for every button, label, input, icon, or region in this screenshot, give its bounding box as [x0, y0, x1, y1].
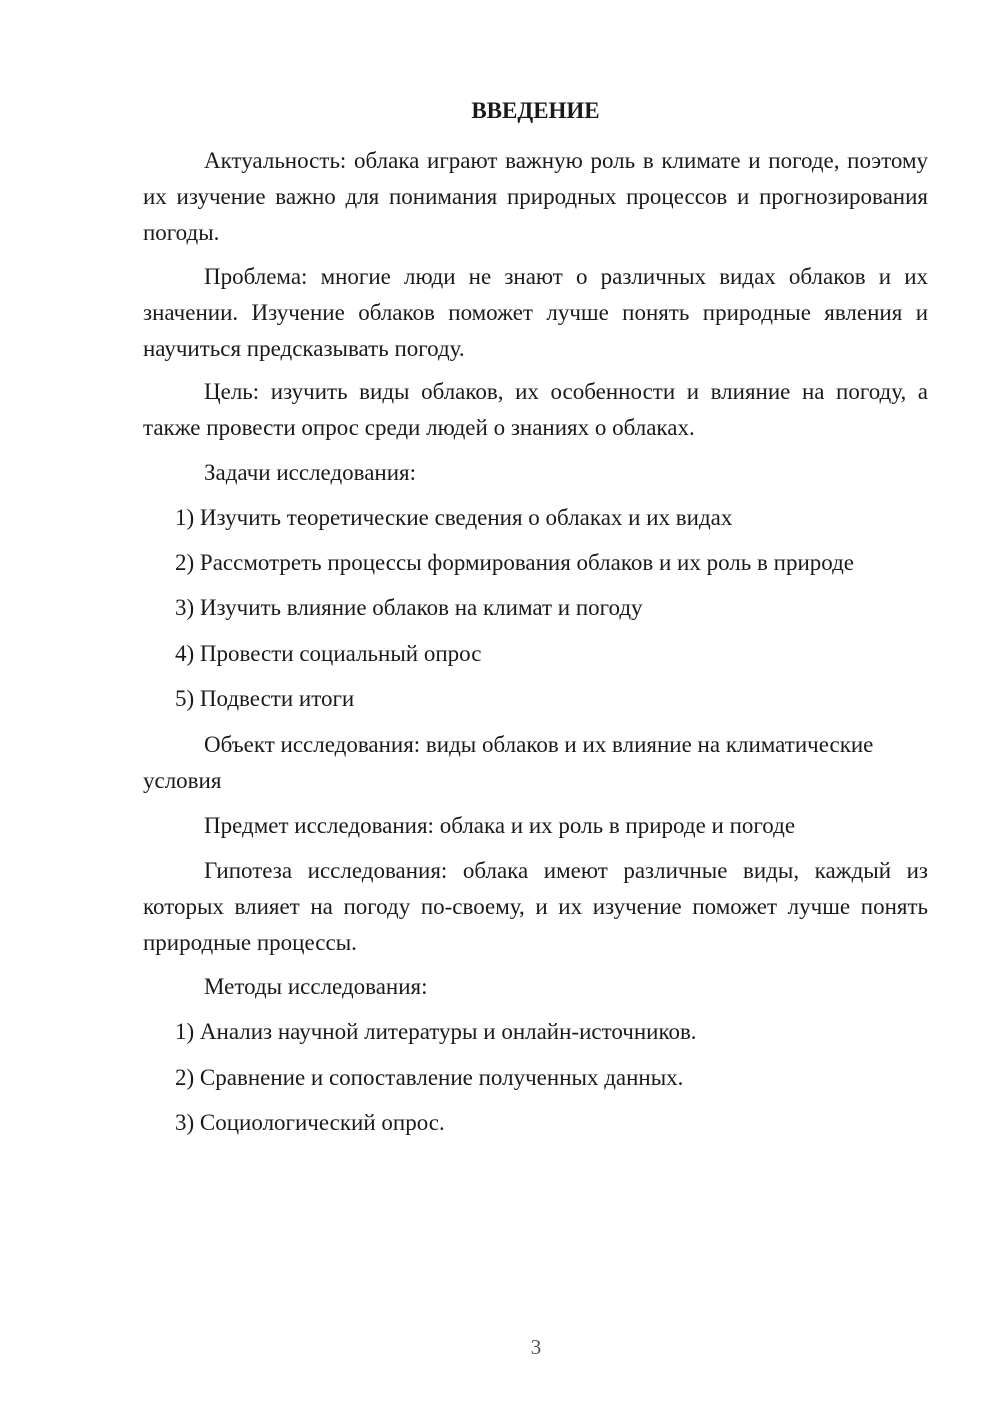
object-paragraph: Объект исследования: виды облаков и их влияние на климатические условия [143, 732, 874, 793]
task-item: 1) Изучить теоретические сведения о облаках и их видах [175, 505, 733, 530]
hypothesis-paragraph: Гипотеза исследования: облака имеют различные виды, каждый из которых влияет на погоду по-своему, и их изучение поможет лучше понять природные процессы. [143, 858, 928, 955]
method-item: 1) Анализ научной литературы и онлайн-источников. [175, 1019, 697, 1044]
goal-paragraph: Цель: изучить виды облаков, их особенности и влияние на погоду, а также провести опрос среди людей о знаниях о облаках. [143, 379, 928, 440]
task-item: 3) Изучить влияние облаков на климат и погоду [175, 595, 643, 620]
page-title: ВВЕДЕНИЕ [471, 98, 600, 123]
tasks-label: Задачи исследования: [204, 460, 417, 485]
task-item: 5) Подвести итоги [175, 686, 355, 711]
task-item: 4) Провести социальный опрос [175, 641, 482, 666]
page-number: 3 [530, 1335, 542, 1359]
methods-label: Методы исследования: [204, 974, 428, 999]
problem-paragraph: Проблема: многие люди не знают о различных видах облаков и их значении. Изучение облаков поможет лучше понять природные явления и научиться предсказывать погоду. [143, 264, 928, 361]
method-item: 2) Сравнение и сопоставление полученных данных. [175, 1065, 684, 1090]
method-item: 3) Социологический опрос. [175, 1110, 445, 1135]
task-item: 2) Рассмотреть процессы формирования облаков и их роль в природе [175, 550, 854, 575]
subject-paragraph: Предмет исследования: облака и их роль в природе и погоде [204, 813, 796, 838]
relevance-paragraph: Актуальность: облака играют важную роль в климате и погоде, поэтому их изучение важно для понимания природных процессов и прогнозирования погоды. [143, 148, 928, 245]
